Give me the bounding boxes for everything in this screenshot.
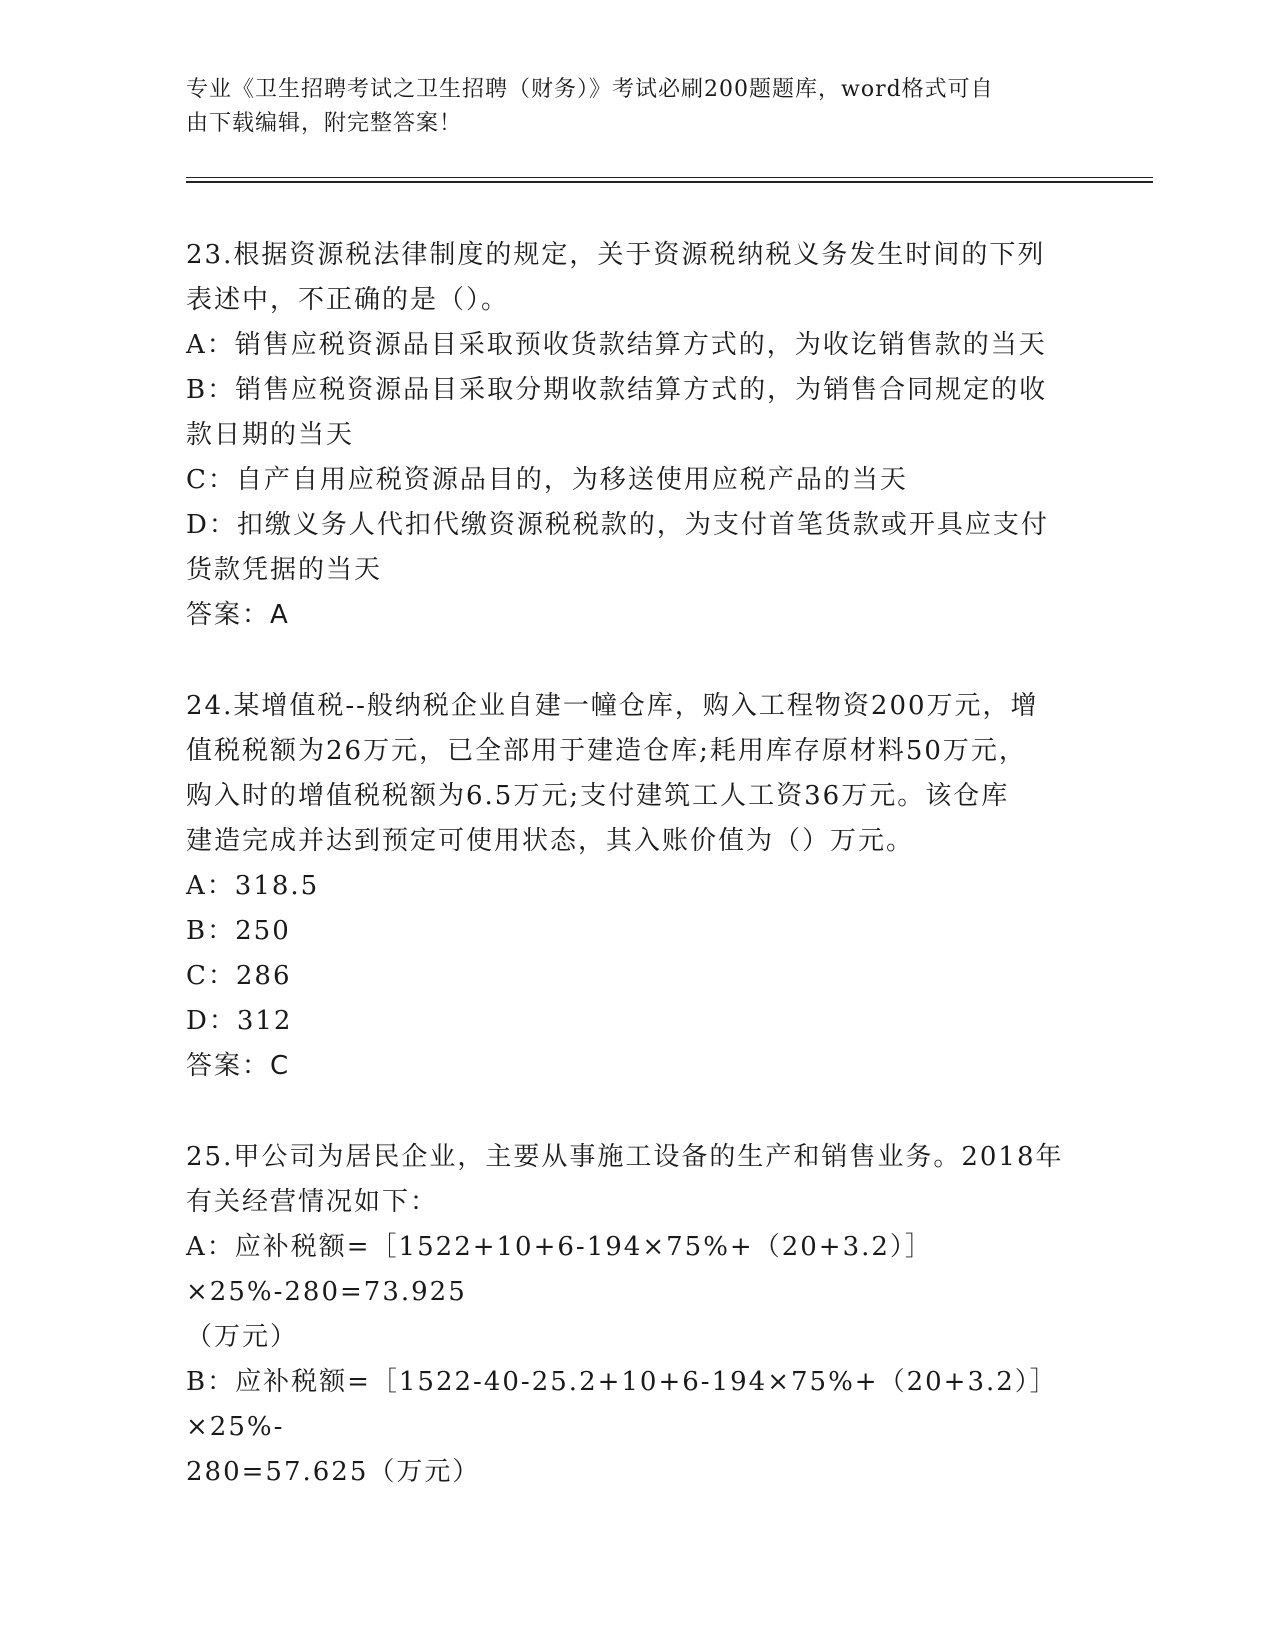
- option-line: （万元）: [186, 1322, 299, 1352]
- header-divider-thin: [186, 177, 1153, 178]
- document-header: [186, 73, 1066, 141]
- question-text-line: 24.某增值税--般纳税企业自建一幢仓库，购入工程物资200万元，增: [186, 691, 1039, 721]
- option-line: D：312: [186, 1006, 293, 1036]
- question-text-line: 表述中，不正确的是（）。: [186, 285, 510, 315]
- option-line: 款日期的当天: [186, 420, 355, 450]
- question-text-line: 建造完成并达到预定可使用状态，其入账价值为（）万元。: [186, 826, 915, 856]
- option-line: B：应补税额=［1522-40-25.2+10+6-194×75%+（20+3.2）］×25%-: [186, 1367, 1058, 1442]
- answer-line: 答案：C: [186, 1051, 291, 1081]
- option-line: C：286: [186, 961, 292, 991]
- header-divider-thick: [186, 181, 1153, 183]
- question-24: [186, 684, 1086, 1089]
- question-list: [186, 233, 1086, 1541]
- option-line: B：销售应税资源品目采取分期收款结算方式的，为销售合同规定的收: [186, 375, 1048, 405]
- question-text-line: 购入时的增值税税额为6.5万元;支付建筑工人工资36万元。该仓库: [186, 781, 1010, 811]
- option-line: D：扣缴义务人代扣代缴资源税税款的，为支付首笔货款或开具应支付: [186, 510, 1049, 540]
- answer-line: 答案：A: [186, 600, 290, 630]
- option-line: C：自产自用应税资源品目的，为移送使用应税产品的当天: [186, 465, 908, 495]
- option-line: 280=57.625（万元）: [186, 1457, 481, 1487]
- question-text-line: 值税税额为26万元，已全部用于建造仓库;耗用库存原材料50万元，: [186, 736, 1027, 766]
- option-line: 货款凭据的当天: [186, 555, 383, 585]
- question-text-line: 25.甲公司为居民企业，主要从事施工设备的生产和销售业务。2018年: [186, 1142, 1064, 1172]
- option-line: A：应补税额=［1522+10+6-194×75%+（20+3.2）］×25%-280=73.925: [186, 1232, 933, 1307]
- header-line-1: 专业《卫生招聘考试之卫生招聘（财务）》考试必刷200题题库，word格式可自: [186, 77, 994, 102]
- question-text-line: 有关经营情况如下：: [186, 1187, 439, 1217]
- question-23: [186, 233, 1086, 638]
- option-line: A：销售应税资源品目采取预收货款结算方式的，为收讫销售款的当天: [186, 330, 1047, 360]
- question-text-line: 23.根据资源税法律制度的规定，关于资源税纳税义务发生时间的下列: [186, 240, 1046, 270]
- header-line-2: 由下载编辑，附完整答案！: [186, 111, 463, 136]
- option-line: A：318.5: [186, 871, 320, 901]
- question-25: [186, 1135, 1086, 1495]
- option-line: B：250: [186, 916, 291, 946]
